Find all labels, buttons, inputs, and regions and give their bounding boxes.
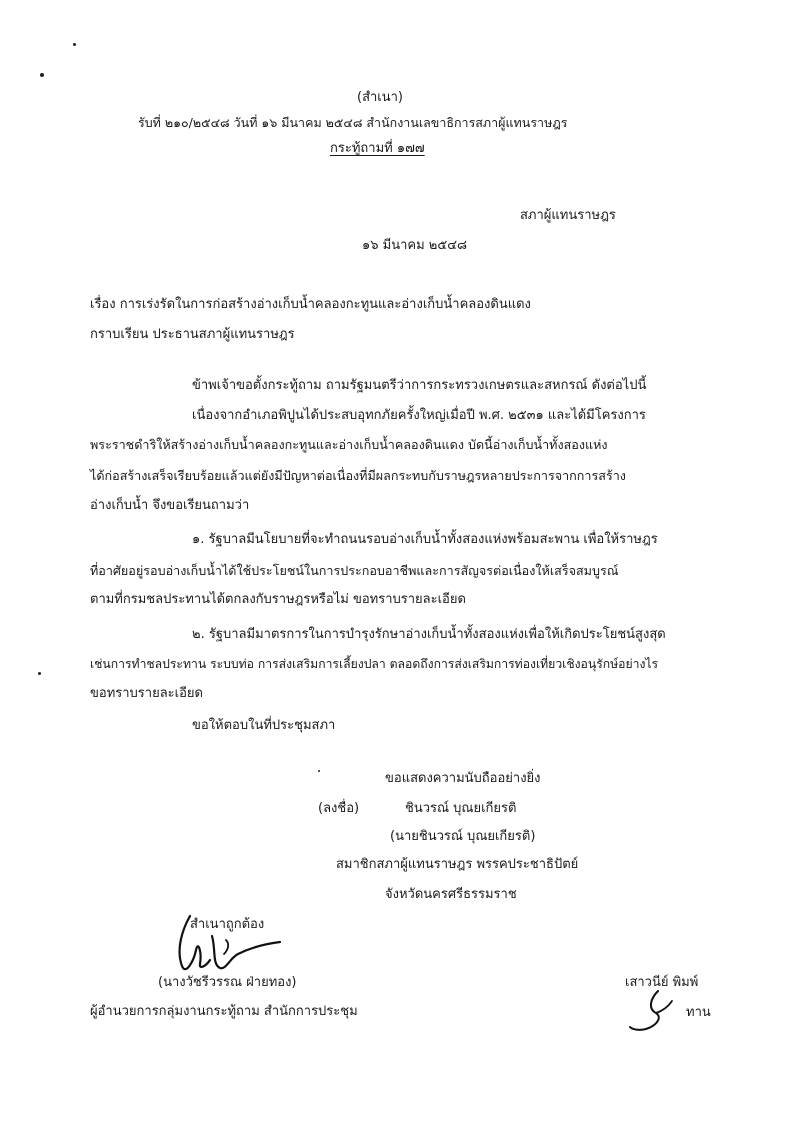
question-1-line: ตามที่กรมชลประทานได้ตกลงกับราษฎรหรือไม่ ขอทราบรายละเอียด <box>90 592 466 607</box>
intro-line: ข้าพเจ้าขอตั้งกระทู้ถาม ถามรัฐมนตรีว่าการกระทรวงเกษตรและสหกรณ์ ดังต่อไปนี้ <box>192 378 647 393</box>
scan-speck <box>73 43 76 46</box>
question-2-line: ขอทราบรายละเอียด <box>90 686 203 701</box>
question-number: กระทู้ถามที่ ๑๗๗ <box>330 141 425 156</box>
certified-copy-label: สำเนาถูกต้อง <box>190 917 265 932</box>
question-1-line: ที่อาศัยอยู่รอบอ่างเก็บน้ำได้ใช้ประโยชน์ในการประกอบอาชีพและการสัญจรต่อเนื่องให้เสร็จสมบูรณ์ <box>90 563 619 578</box>
signer-position: สมาชิกสภาผู้แทนราษฎร พรรคประชาธิปัตย์ <box>336 857 579 872</box>
question-2-line: ๒. รัฐบาลมีมาตรการในการบำรุงรักษาอ่างเก็บน้ำทั้งสองแห่งเพื่อให้เกิดประโยชน์สูงสุด <box>192 627 666 642</box>
subject-line: เรื่อง การเร่งรัดในการก่อสร้างอ่างเก็บน้ำคลองกะทูนและอ่างเก็บน้ำคลองดินแดง <box>90 297 531 312</box>
certifier-name: (นางวัชรีวรรณ ฝ่ายทอง) <box>158 975 297 990</box>
closing-line: ขอให้ตอบในที่ประชุมสภา <box>192 718 336 733</box>
proof-check-label: ทาน <box>686 1005 711 1020</box>
certifier-signature <box>168 910 298 980</box>
respect-line: ขอแสดงความนับถืออย่างยิ่ง <box>385 771 541 786</box>
signer-full-name: (นายชินวรณ์ บุณยเกียรติ) <box>390 829 536 844</box>
receipt-line: รับที่ ๒๑๐/๒๕๔๘ วันที่ ๑๖ มีนาคม ๒๕๔๘ สำนักงานเลขาธิการสภาผู้แทนราษฎร <box>138 115 568 130</box>
paragraph-line: พระราชดำริให้สร้างอ่างเก็บน้ำคลองกะทูนและอ่างเก็บน้ำคลองดินแดง บัดนี้อ่างเก็บน้ำทั้งสองแห่ง <box>90 437 608 452</box>
paragraph-line: อ่างเก็บน้ำ จึงขอเรียนถามว่า <box>90 498 250 513</box>
typist-initials <box>628 985 688 1035</box>
copy-mark: (สำเนา) <box>357 90 404 105</box>
scan-speck <box>38 672 41 675</box>
paragraph-line: ได้ก่อสร้างเสร็จเรียบร้อยแล้วแต่ยังมีปัญหาต่อเนื่องที่มีผลกระทบกับราษฎรหลายประการจากการสร้าง <box>90 468 626 483</box>
origin-office: สภาผู้แทนราษฎร <box>520 208 616 223</box>
question-2-line: เช่นการทำชลประทาน ระบบท่อ การส่งเสริมการเลี้ยงปลา ตลอดถึงการส่งเสริมการท่องเที่ยวเชิงอนุรักษ์อย่างไร <box>90 657 659 671</box>
scan-speck <box>318 770 320 772</box>
addressee-line: กราบเรียน ประธานสภาผู้แทนราษฎร <box>90 327 295 342</box>
certifier-title: ผู้อำนวยการกลุ่มงานกระทู้ถาม สำนักการประชุม <box>90 1004 358 1019</box>
document-date: ๑๖ มีนาคม ๒๕๔๘ <box>362 238 468 253</box>
signed-name: ชินวรณ์ บุณยเกียรติ <box>405 801 517 816</box>
question-1-line: ๑. รัฐบาลมีนโยบายที่จะทำถนนรอบอ่างเก็บน้ำทั้งสองแห่งพร้อมสะพาน เพื่อให้ราษฎร <box>192 532 658 547</box>
typist-name: เสาวนีย์ พิมพ์ <box>625 975 699 990</box>
signer-province: จังหวัดนครศรีธรรมราช <box>385 887 517 902</box>
signed-label: (ลงชื่อ) <box>318 801 360 816</box>
scan-speck <box>40 73 44 77</box>
paragraph-line: เนื่องจากอำเภอพิปูนได้ประสบอุทกภัยครั้งใหญ่เมื่อปี พ.ศ. ๒๕๓๑ และได้มีโครงการ <box>192 408 646 423</box>
